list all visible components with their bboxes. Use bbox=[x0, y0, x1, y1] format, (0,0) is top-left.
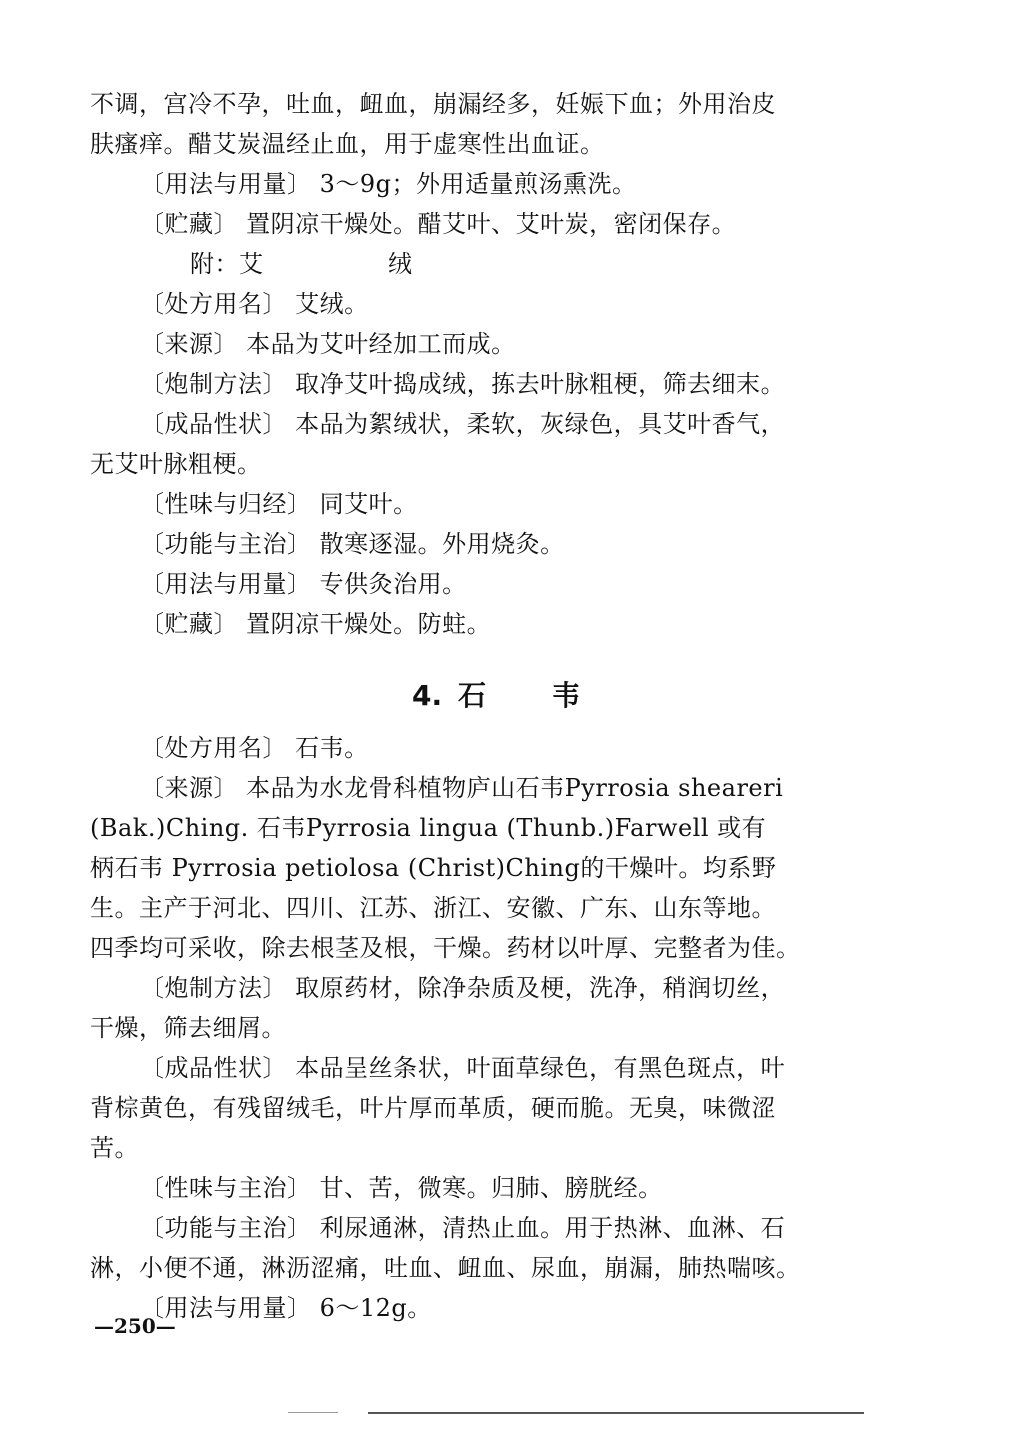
text-line: 不调，宫冷不孕，吐血，衄血，崩漏经多，妊娠下血；外用治皮 bbox=[90, 90, 776, 118]
text-line: 〔来源〕 本品为艾叶经加工而成。 bbox=[140, 330, 516, 358]
attached-name: 绒 bbox=[388, 250, 413, 278]
section-title-char-1: 石 bbox=[458, 679, 487, 712]
text-line: 〔性味与主治〕 甘、苦，微寒。归肺、膀胱经。 bbox=[140, 1174, 663, 1202]
text-line: 无艾叶脉粗梗。 bbox=[90, 450, 262, 478]
text-line: 〔来源〕 本品为水龙骨科植物庐山石韦Pyrrosia sheareri bbox=[140, 774, 784, 802]
text-line: 〔功能与主治〕 利尿通淋，清热止血。用于热淋、血淋、石 bbox=[140, 1214, 786, 1242]
scan-artifact-line bbox=[368, 1412, 864, 1414]
text-line: 淋，小便不通，淋沥涩痛，吐血、衄血、尿血，崩漏，肺热喘咳。 bbox=[90, 1254, 801, 1282]
text-line: 〔成品性状〕 本品呈丝条状，叶面草绿色，有黑色斑点，叶 bbox=[140, 1054, 786, 1082]
text-line: 〔贮藏〕 置阴凉干燥处。醋艾叶、艾叶炭，密闭保存。 bbox=[140, 210, 737, 238]
text-line: 〔成品性状〕 本品为絮绒状，柔软，灰绿色，具艾叶香气， bbox=[140, 410, 786, 438]
page-number: —250— bbox=[94, 1314, 176, 1338]
page-body bbox=[90, 84, 850, 1328]
scan-artifact-dots bbox=[288, 1412, 338, 1413]
text-line: (Bak.)Ching. 石韦Pyrrosia lingua (Thunb.)Farwell 或有 bbox=[90, 814, 767, 842]
paragraphs-top bbox=[90, 84, 850, 244]
text-line: 〔处方用名〕 石韦。 bbox=[140, 734, 369, 762]
text-line: 生。主产于河北、四川、江苏、浙江、安徽、广东、山东等地。 bbox=[90, 894, 776, 922]
text-line: 干燥，筛去细屑。 bbox=[90, 1014, 286, 1042]
text-line: 〔用法与用量〕 6～12g。 bbox=[140, 1294, 432, 1322]
attached-entry-heading bbox=[90, 244, 850, 284]
attached-label: 附：艾 bbox=[190, 250, 264, 278]
text-line: 〔炮制方法〕 取原药材，除净杂质及梗，洗净，稍润切丝， bbox=[140, 974, 786, 1002]
text-line: 〔性味与归经〕 同艾叶。 bbox=[140, 490, 418, 518]
section-title-char-2: 韦 bbox=[552, 679, 581, 712]
text-line: 〔贮藏〕 置阴凉干燥处。防蛀。 bbox=[140, 610, 492, 638]
text-line: 〔处方用名〕 艾绒。 bbox=[140, 290, 369, 318]
text-line: 〔炮制方法〕 取净艾叶捣成绒，拣去叶脉粗梗，筛去细末。 bbox=[140, 370, 786, 398]
text-line: 肤瘙痒。醋艾炭温经止血，用于虚寒性出血证。 bbox=[90, 130, 605, 158]
text-line: 〔功能与主治〕 散寒逐湿。外用烧灸。 bbox=[140, 530, 565, 558]
paragraphs-bottom bbox=[90, 728, 850, 1328]
text-line: 苦。 bbox=[90, 1134, 139, 1162]
section-heading bbox=[90, 666, 850, 726]
section-number: 4. bbox=[412, 679, 443, 712]
text-line: 〔用法与用量〕 3～9g；外用适量煎汤熏洗。 bbox=[140, 170, 637, 198]
text-line: 柄石韦 Pyrrosia petiolosa (Christ)Ching的干燥叶。均系野 bbox=[90, 854, 777, 882]
text-line: 〔用法与用量〕 专供灸治用。 bbox=[140, 570, 467, 598]
text-line: 背棕黄色，有残留绒毛，叶片厚而革质，硬而脆。无臭，味微涩 bbox=[90, 1094, 776, 1122]
text-line: 四季均可采收，除去根茎及根，干燥。药材以叶厚、完整者为佳。 bbox=[90, 934, 801, 962]
paragraphs-mid bbox=[90, 284, 850, 644]
